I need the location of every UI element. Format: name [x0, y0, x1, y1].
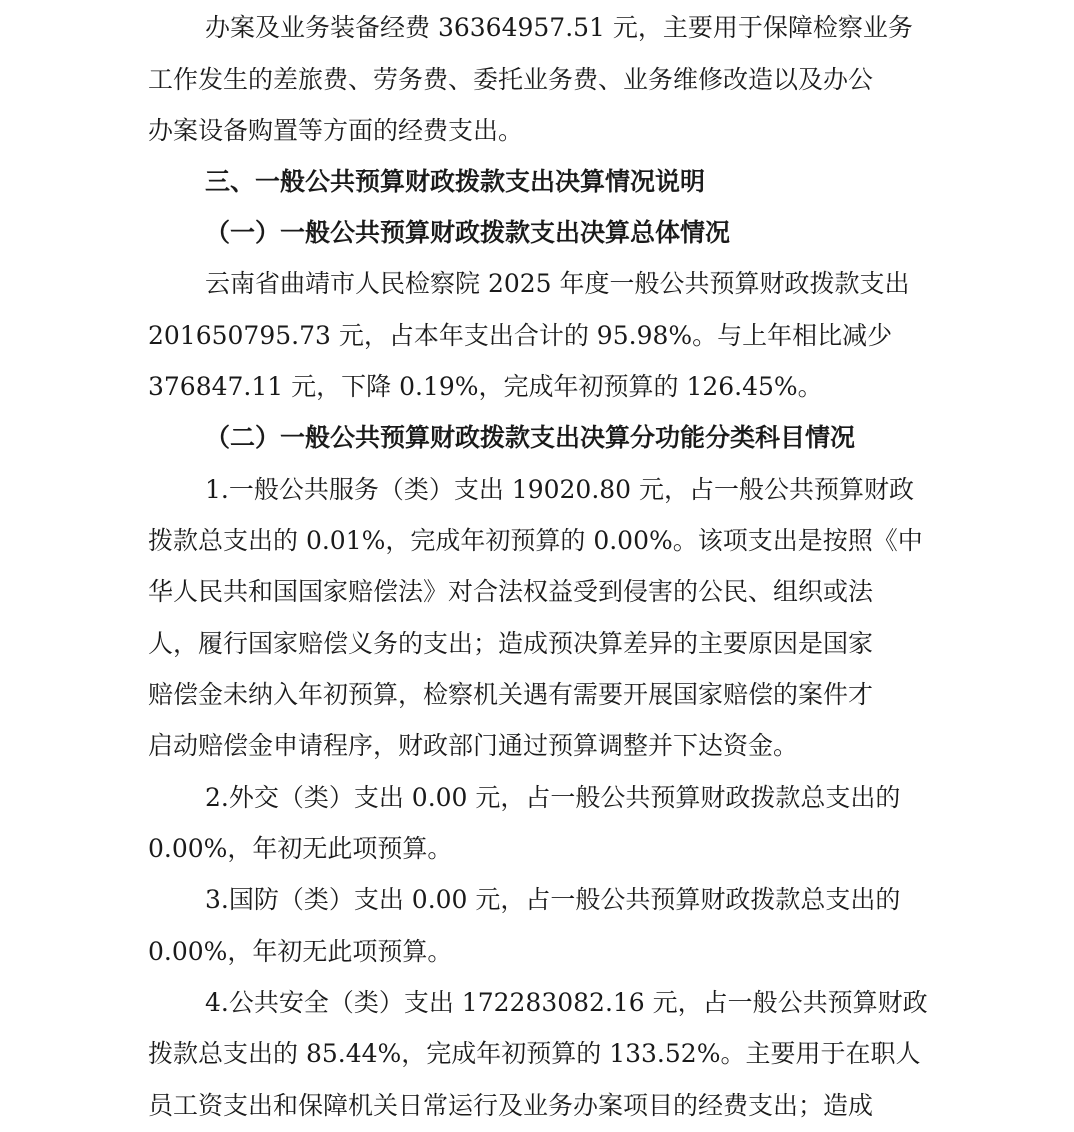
paragraph-line: 员工资支出和保障机关日常运行及业务办案项目的经费支出；造成 [148, 1091, 874, 1120]
paragraph-line: 0.00%，年初无此项预算。 [148, 937, 453, 966]
paragraph-line: 办案及业务装备经费 36364957.51 元，主要用于保障检察业务 [205, 13, 913, 42]
paragraph-line: 1.一般公共服务（类）支出 19020.80 元，占一般公共预算财政 [205, 475, 915, 504]
paragraph-line: 2.外交（类）支出 0.00 元，占一般公共预算财政拨款总支出的 [205, 783, 901, 812]
subsection-heading: （一）一般公共预算财政拨款支出决算总体情况 [205, 218, 731, 247]
paragraph-line: 工作发生的差旅费、劳务费、委托业务费、业务维修改造以及办公 [148, 65, 874, 94]
paragraph-line: 拨款总支出的 85.44%，完成年初预算的 133.52%。主要用于在职人 [148, 1039, 921, 1068]
section-heading: 三、一般公共预算财政拨款支出决算情况说明 [205, 167, 706, 196]
paragraph-line: 拨款总支出的 0.01%，完成年初预算的 0.00%。该项支出是按照《中 [148, 526, 923, 555]
subsection-heading: （二）一般公共预算财政拨款支出决算分功能分类科目情况 [205, 423, 856, 452]
paragraph-line: 0.00%，年初无此项预算。 [148, 834, 453, 863]
paragraph-line: 赔偿金未纳入年初预算，检察机关遇有需要开展国家赔偿的案件才 [148, 680, 874, 709]
paragraph-line: 云南省曲靖市人民检察院 2025 年度一般公共预算财政拨款支出 [205, 269, 910, 298]
paragraph-line: 376847.11 元，下降 0.19%，完成年初预算的 126.45%。 [148, 372, 823, 401]
paragraph-line: 启动赔偿金申请程序，财政部门通过预算调整并下达资金。 [148, 731, 799, 760]
paragraph-line: 华人民共和国国家赔偿法》对合法权益受到侵害的公民、组织或法 [148, 577, 874, 606]
paragraph-line: 3.国防（类）支出 0.00 元，占一般公共预算财政拨款总支出的 [205, 885, 901, 914]
paragraph-line: 人，履行国家赔偿义务的支出；造成预决算差异的主要原因是国家 [148, 629, 874, 658]
paragraph-line: 办案设备购置等方面的经费支出。 [148, 116, 524, 145]
paragraph-line: 4.公共安全（类）支出 172283082.16 元，占一般公共预算财政 [205, 988, 928, 1017]
paragraph-line: 201650795.73 元，占本年支出合计的 95.98%。与上年相比减少 [148, 321, 893, 350]
